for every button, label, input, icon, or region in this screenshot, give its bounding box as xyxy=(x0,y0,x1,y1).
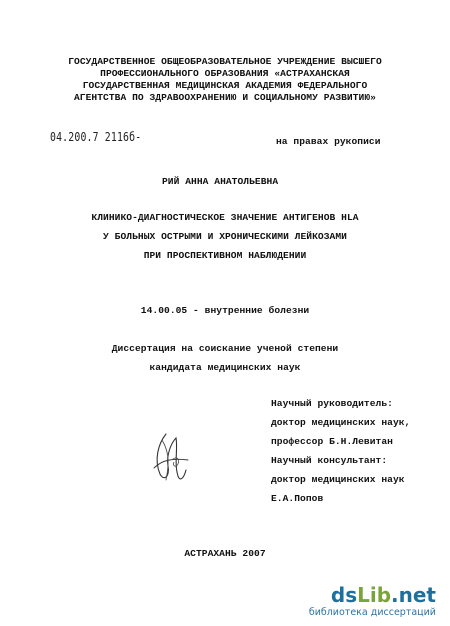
degree-line-2: кандидата медицинских наук xyxy=(149,362,301,373)
dslib-tagline: библиотека диссертаций xyxy=(308,607,436,618)
specialty-code: 14.00.05 - внутренние болезни xyxy=(140,305,310,316)
dissertation-title-line-3: ПРИ ПРОСПЕКТИВНОМ НАБЛЮДЕНИИ xyxy=(143,250,307,261)
dslib-logo xyxy=(331,585,436,605)
dslib-logo-part-3: .net xyxy=(391,583,436,607)
supervisor-name: профессор Б.Н.Левитан xyxy=(271,436,393,447)
dissertation-title-line-1: КЛИНИКО-ДИАГНОСТИЧЕСКОЕ ЗНАЧЕНИЕ АНТИГЕНОВ HLA xyxy=(91,212,359,223)
consultant-degree: доктор медицинских наук xyxy=(271,474,405,485)
rights-note: на правах рукописи xyxy=(276,136,381,147)
institution-header-line-1: ГОСУДАРСТВЕННОЕ ОБЩЕОБРАЗОВАТЕЛЬНОЕ УЧРЕЖДЕНИЕ ВЫСШЕГО xyxy=(68,56,382,67)
author-name: РИЙ АННА АНАТОЛЬЕВНА xyxy=(162,176,279,187)
dslib-watermark xyxy=(308,583,444,623)
city-year: АСТРАХАНЬ 2007 xyxy=(184,548,266,559)
consultant-name: Е.А.Попов xyxy=(271,493,324,504)
dslib-logo-part-2: Lib xyxy=(357,583,392,607)
supervisor-label: Научный руководитель: xyxy=(271,398,393,409)
dslib-logo-part-1: ds xyxy=(330,583,358,607)
degree-line-1: Диссертация на соискание ученой степени xyxy=(111,343,339,354)
consultant-label: Научный консультант: xyxy=(271,455,388,466)
institution-header-line-2: ПРОФЕССИОНАЛЬНОГО ОБРАЗОВАНИЯ «АСТРАХАНСКАЯ xyxy=(100,68,350,79)
handwritten-signature xyxy=(148,430,192,484)
institution-header-line-3: ГОСУДАРСТВЕННАЯ МЕДИЦИНСКАЯ АКАДЕМИЯ ФЕДЕРАЛЬНОГО xyxy=(82,80,368,91)
dissertation-title-line-2: У БОЛЬНЫХ ОСТРЫМИ И ХРОНИЧЕСКИМИ ЛЕЙКОЗАМИ xyxy=(103,231,347,242)
institution-header-line-4: АГЕНТСТВА ПО ЗДРАВООХРАНЕНИЮ И СОЦИАЛЬНОМУ РАЗВИТИЮ» xyxy=(74,92,376,103)
registration-number-stamp: 04.200.7 2116б- xyxy=(50,130,142,144)
supervisor-degree: доктор медицинских наук, xyxy=(271,417,411,428)
